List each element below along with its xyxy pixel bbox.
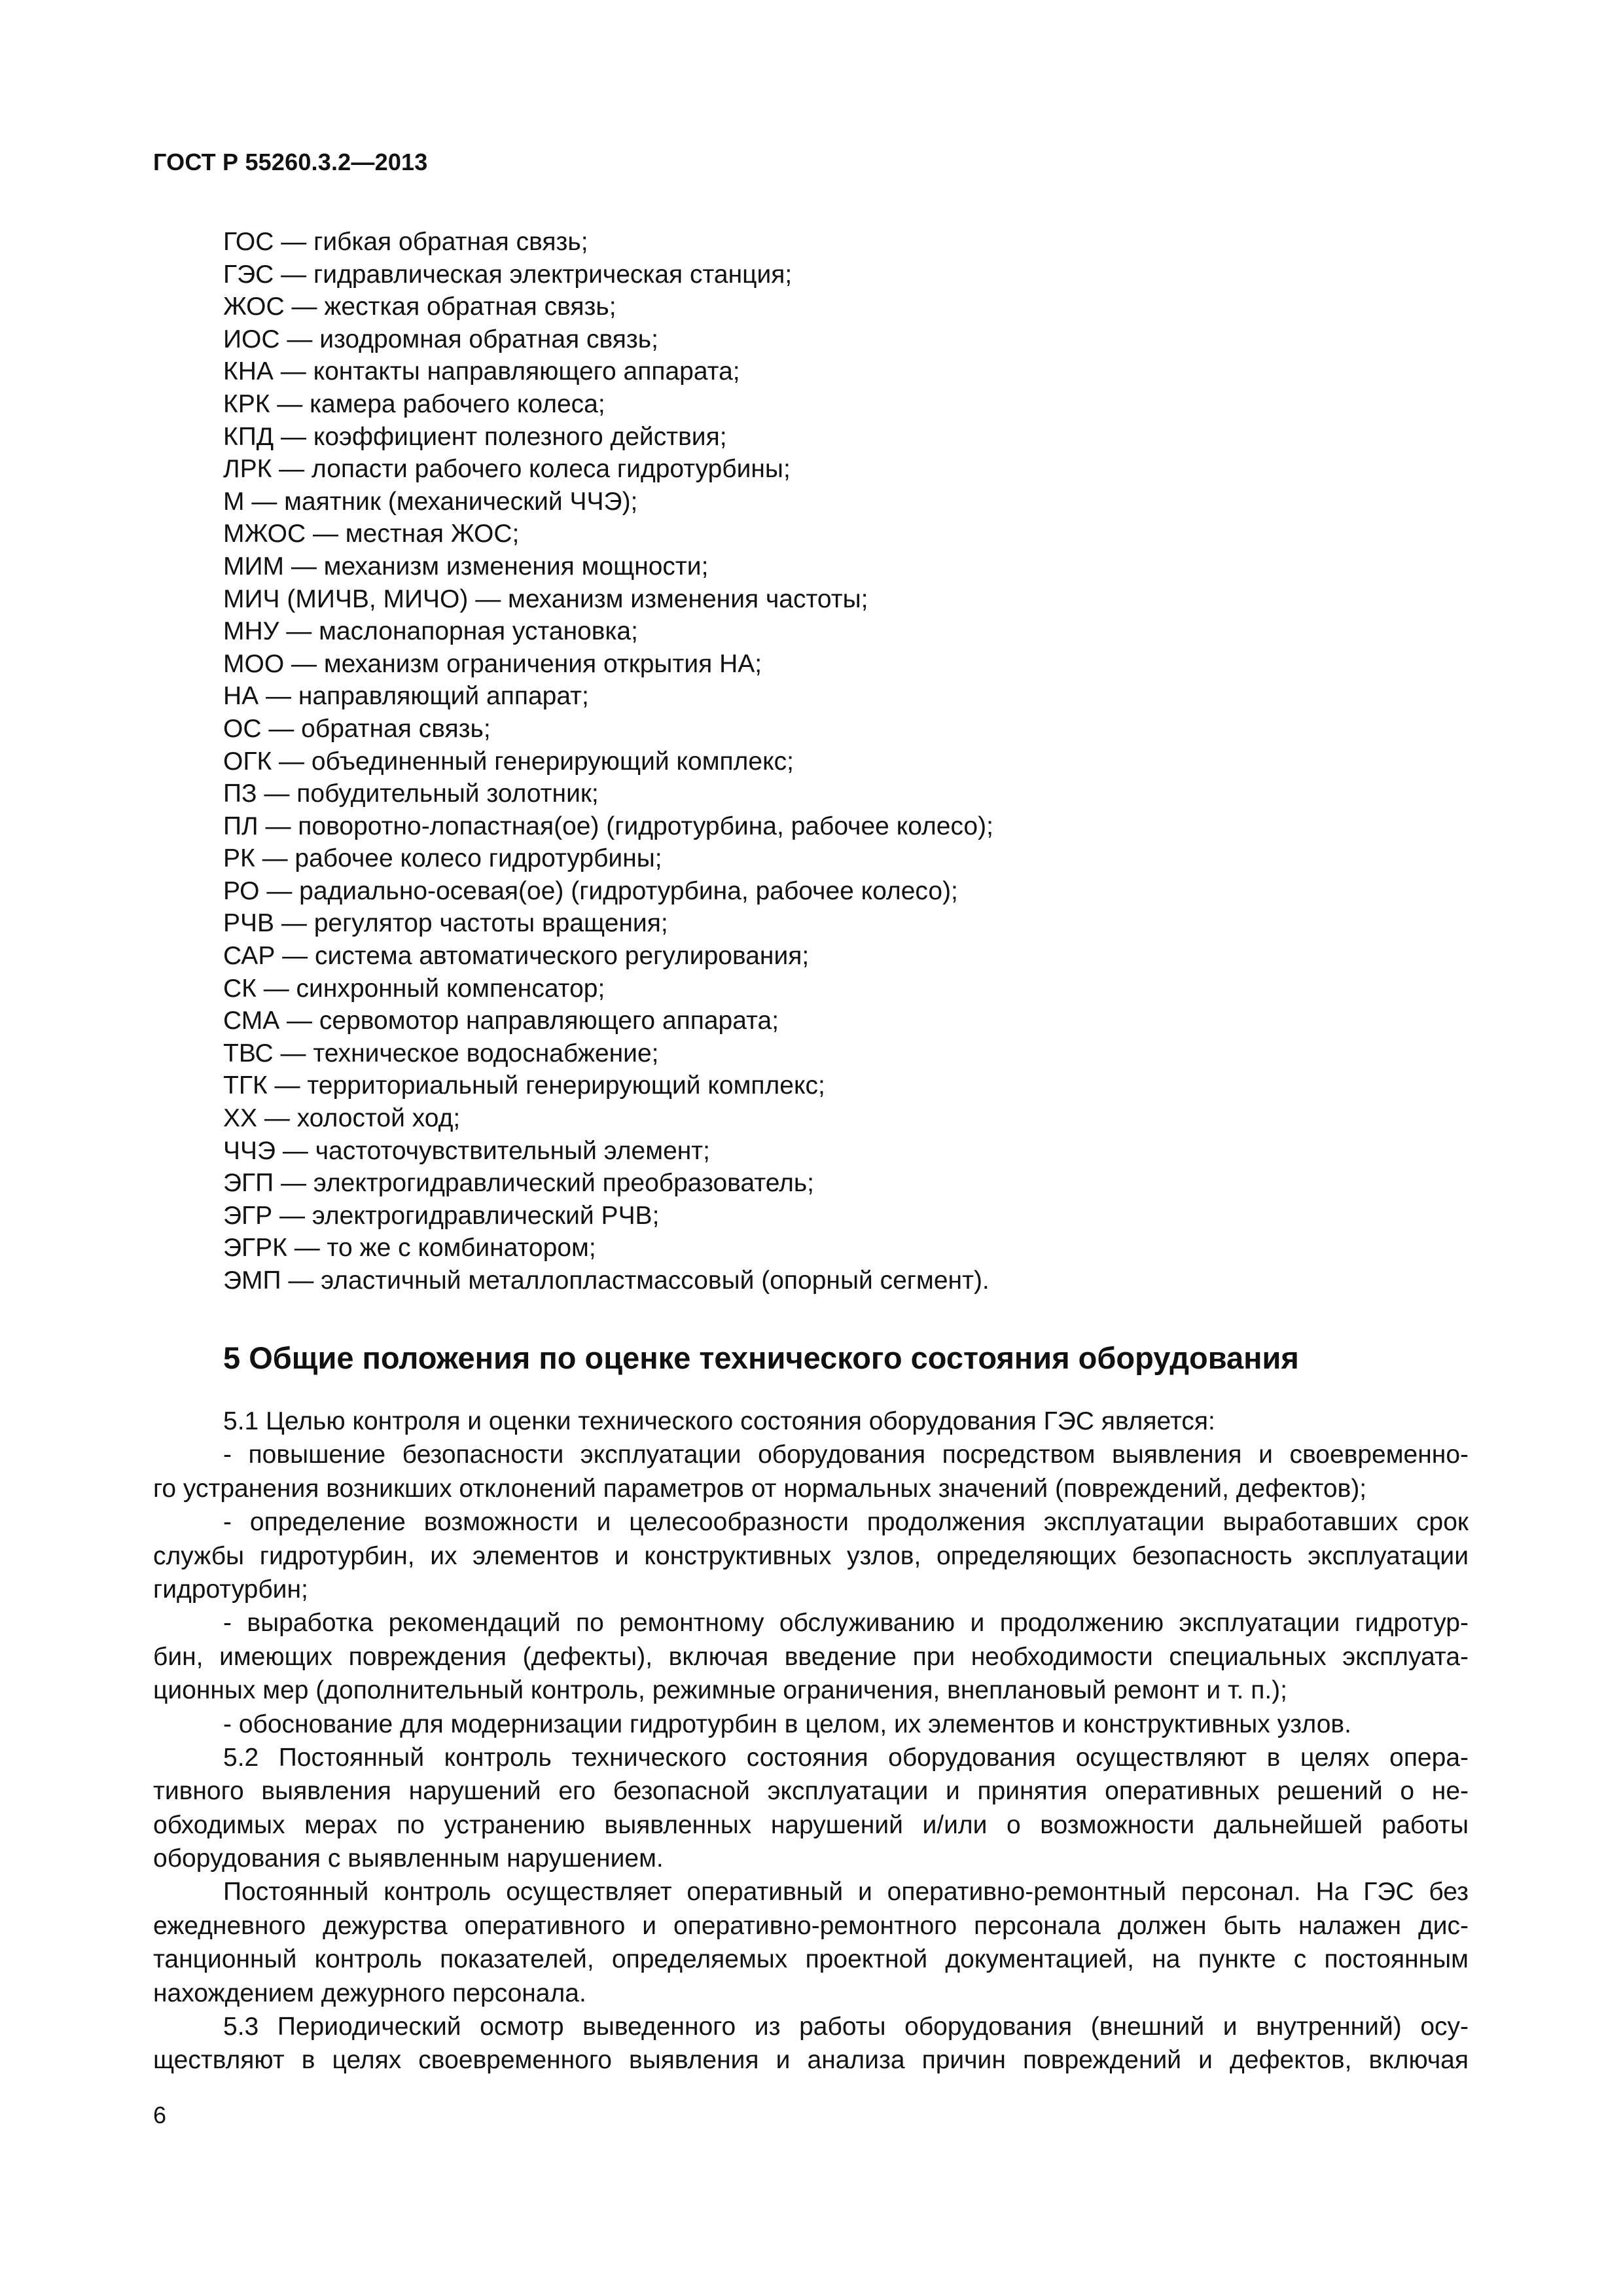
paragraph-line: гидротурбин; [153,1575,308,1604]
list-item: МНУ — маслонапорная установка; [223,617,638,646]
paragraph-line: - определение возможности и целесообразности продолжения эксплуатации выработавших срок [223,1508,1469,1537]
list-item: М — маятник (механический ЧЧЭ); [223,487,638,516]
list-item: ПЛ — поворотно-лопастная(ое) (гидротурбина, рабочее колесо); [223,812,993,840]
paragraph-line: обходимых мерах по устранению выявленных нарушений и/или о возможности дальнейшей работы [153,1810,1469,1839]
paragraph-line: 5.1 Целью контроля и оценки технического состояния оборудования ГЭС является: [223,1407,1215,1435]
paragraph-line: го устранения возникших отклонений параметров от нормальных значений (повреждений, дефектов); [153,1474,1367,1503]
list-item: СК — синхронный компенсатор; [223,974,605,1003]
list-item: ИОС — изодромная обратная связь; [223,325,658,353]
list-item: РЧВ — регулятор частоты вращения; [223,909,668,938]
list-item: ОГК — объединенный генерирующий комплекс; [223,747,794,776]
paragraph-line: танционный контроль показателей, определяемых проектной документацией, на пункте с постоянным [153,1945,1469,1974]
list-item: ОС — обратная связь; [223,714,491,743]
list-item: КНА — контакты направляющего аппарата; [223,357,740,386]
list-item: НА — направляющий аппарат; [223,682,589,711]
list-item: ЧЧЭ — частоточувствительный элемент; [223,1136,710,1165]
list-item: ТГК — территориальный генерирующий комплекс; [223,1071,825,1100]
list-item: ЭМП — эластичный металлопластмассовый (опорный сегмент). [223,1266,990,1295]
paragraph-line: бин, имеющих повреждения (дефекты), включая введение при необходимости специальных эксплуата- [153,1642,1469,1671]
list-item: ЭГР — электрогидравлический РЧВ; [223,1201,660,1230]
abbreviations-list [223,226,1499,1297]
section-heading: 5 Общие положения по оценке технического состояния оборудования [223,1340,1299,1375]
list-item: ЖОС — жесткая обратная связь; [223,293,616,321]
list-item: КПД — коэффициент полезного действия; [223,422,727,451]
list-item: МИЧ (МИЧВ, МИЧО) — механизм изменения частоты; [223,584,868,613]
list-item: САР — система автоматического регулирования; [223,942,810,971]
list-item: СМА — сервомотор направляющего аппарата; [223,1007,779,1035]
paragraph-line: тивного выявления нарушений его безопасной эксплуатации и принятия оперативных решений о не- [153,1777,1469,1806]
paragraph-line: - обоснование для модернизации гидротурбин в целом, их элементов и конструктивных узлов. [223,1710,1351,1738]
paragraph-line: - выработка рекомендаций по ремонтному обслуживанию и продолжению эксплуатации гидротур- [223,1609,1469,1638]
paragraph-line: 5.3 Периодический осмотр выведенного из работы оборудования (внешний и внутренний) осу- [223,2013,1469,2041]
list-item: ПЗ — побудительный золотник; [223,780,599,808]
paragraph-line: Постоянный контроль осуществляет оперативный и оперативно-ремонтный персонал. На ГЭС без [223,1878,1469,1907]
document-code-header: ГОСТ Р 55260.3.2—2013 [153,149,428,175]
section-body [153,1405,1469,2077]
list-item: ЭГП — электрогидравлический преобразователь; [223,1169,815,1198]
list-item: ЭГРК — то же с комбинатором; [223,1234,596,1263]
list-item: МОО — механизм ограничения открытия НА; [223,649,762,678]
paragraph-line: нахождением дежурного персонала. [153,1979,586,2007]
list-item: ЛРК — лопасти рабочего колеса гидротурбины; [223,455,791,484]
list-item: КРК — камера рабочего колеса; [223,389,605,418]
paragraph-line: оборудования с выявленным нарушением. [153,1844,664,1873]
list-item: ГОС — гибкая обратная связь; [223,228,588,256]
paragraph-line: службы гидротурбин, их элементов и конструктивных узлов, определяющих безопасность эксплуатации [153,1541,1469,1570]
list-item: МЖОС — местная ЖОС; [223,520,520,548]
list-item: РК — рабочее колесо гидротурбины; [223,844,662,873]
paragraph-line: - повышение безопасности эксплуатации оборудования посредством выявления и своевременно- [223,1441,1469,1469]
list-item: МИМ — механизм изменения мощности; [223,552,709,581]
list-item: ХХ — холостой ход; [223,1104,461,1133]
list-item: РО — радиально-осевая(ое) (гидротурбина, рабочее колесо); [223,876,958,905]
paragraph-line: ществляют в целях своевременного выявления и анализа причин повреждений и дефектов, включая [153,2046,1469,2075]
paragraph-line: ционных мер (дополнительный контроль, режимные ограничения, внеплановый ремонт и т. п.); [153,1676,1287,1705]
paragraph-line: 5.2 Постоянный контроль технического состояния оборудования осуществляют в целях опера- [223,1743,1469,1772]
list-item: ТВС — техническое водоснабжение; [223,1039,659,1067]
page-number: 6 [153,2102,167,2128]
paragraph-line: ежедневного дежурства оперативного и оперативно-ремонтного персонала должен быть налажен дис- [153,1911,1469,1940]
list-item: ГЭС — гидравлическая электрическая станция; [223,260,793,289]
